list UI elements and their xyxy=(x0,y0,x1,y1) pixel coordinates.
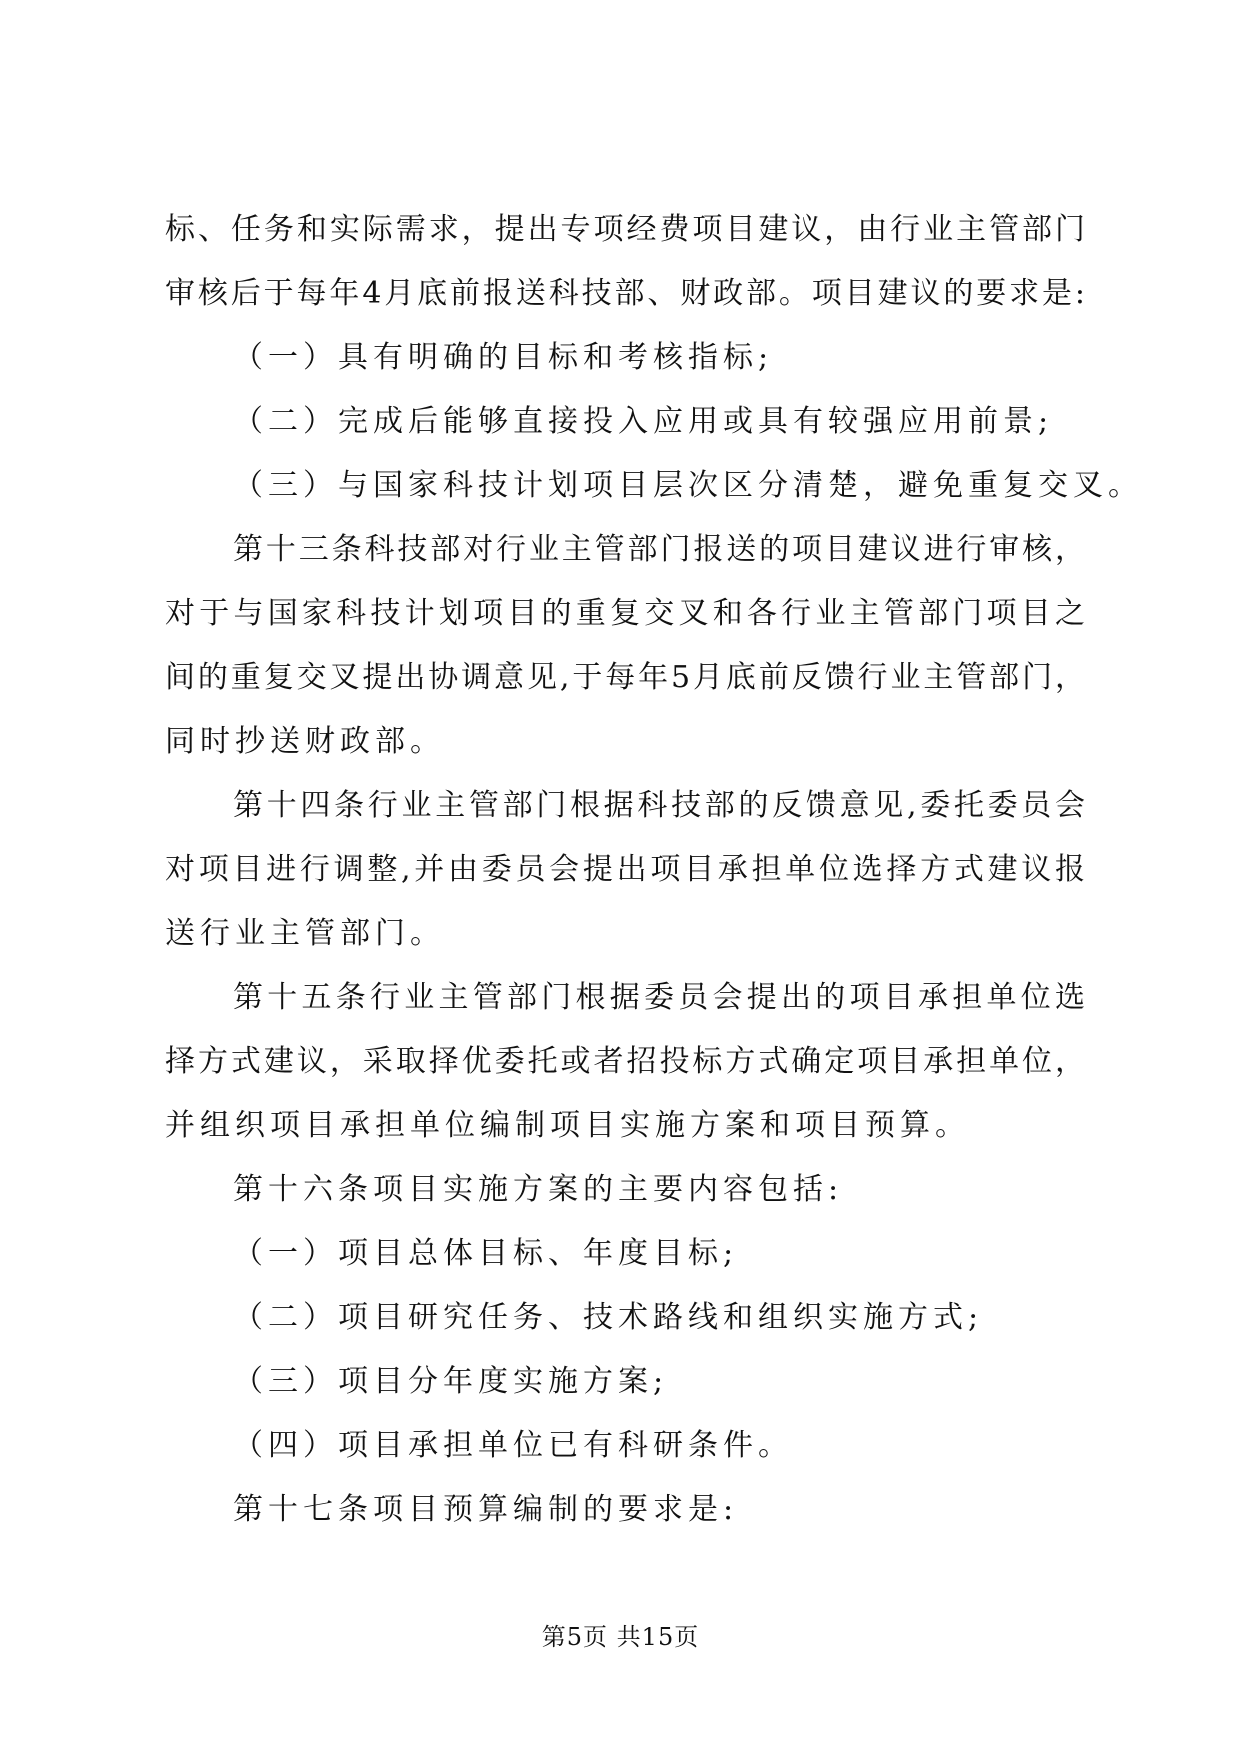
body-line: 对项目进行调整,并由委员会提出项目承担单位选择方式建议报 xyxy=(165,852,1085,887)
body-line: 对于与国家科技计划项目的重复交叉和各行业主管部门项目之 xyxy=(165,596,1085,631)
body-line: 并组织项目承担单位编制项目实施方案和项目预算。 xyxy=(165,1108,970,1143)
list-item: （一）项目总体目标、年度目标; xyxy=(233,1236,739,1271)
body-line: 审核后于每年4月底前报送科技部、财政部。项目建议的要求是: xyxy=(165,276,1085,311)
body-line: 标、任务和实际需求，提出专项经费项目建议，由行业主管部门 xyxy=(165,212,1085,247)
article-13-line: 第十三条科技部对行业主管部门报送的项目建议进行审核， xyxy=(233,532,1085,567)
list-item: （二）完成后能够直接投入应用或具有较强应用前景; xyxy=(233,404,1054,439)
article-15-line: 第十五条行业主管部门根据委员会提出的项目承担单位选 xyxy=(233,980,1085,1015)
article-16-line: 第十六条项目实施方案的主要内容包括: xyxy=(233,1172,844,1207)
body-line: 送行业主管部门。 xyxy=(165,916,445,951)
list-item: （三）项目分年度实施方案; xyxy=(233,1364,669,1399)
body-line: 同时抄送财政部。 xyxy=(165,724,445,759)
body-line: 择方式建议，采取择优委托或者招投标方式确定项目承担单位， xyxy=(165,1044,1085,1079)
body-line: 间的重复交叉提出协调意见,于每年5月底前反馈行业主管部门， xyxy=(165,660,1085,695)
article-14-line: 第十四条行业主管部门根据科技部的反馈意见,委托委员会 xyxy=(233,788,1085,823)
list-item: （四）项目承担单位已有科研条件。 xyxy=(233,1428,793,1463)
article-17-line: 第十七条项目预算编制的要求是: xyxy=(233,1492,739,1527)
list-item: （一）具有明确的目标和考核指标; xyxy=(233,340,774,375)
page-number-footer: 第5页 共15页 xyxy=(541,1623,700,1651)
list-item: （三）与国家科技计划项目层次区分清楚，避免重复交叉。 xyxy=(233,468,1143,503)
list-item: （二）项目研究任务、技术路线和组织实施方式; xyxy=(233,1300,984,1335)
